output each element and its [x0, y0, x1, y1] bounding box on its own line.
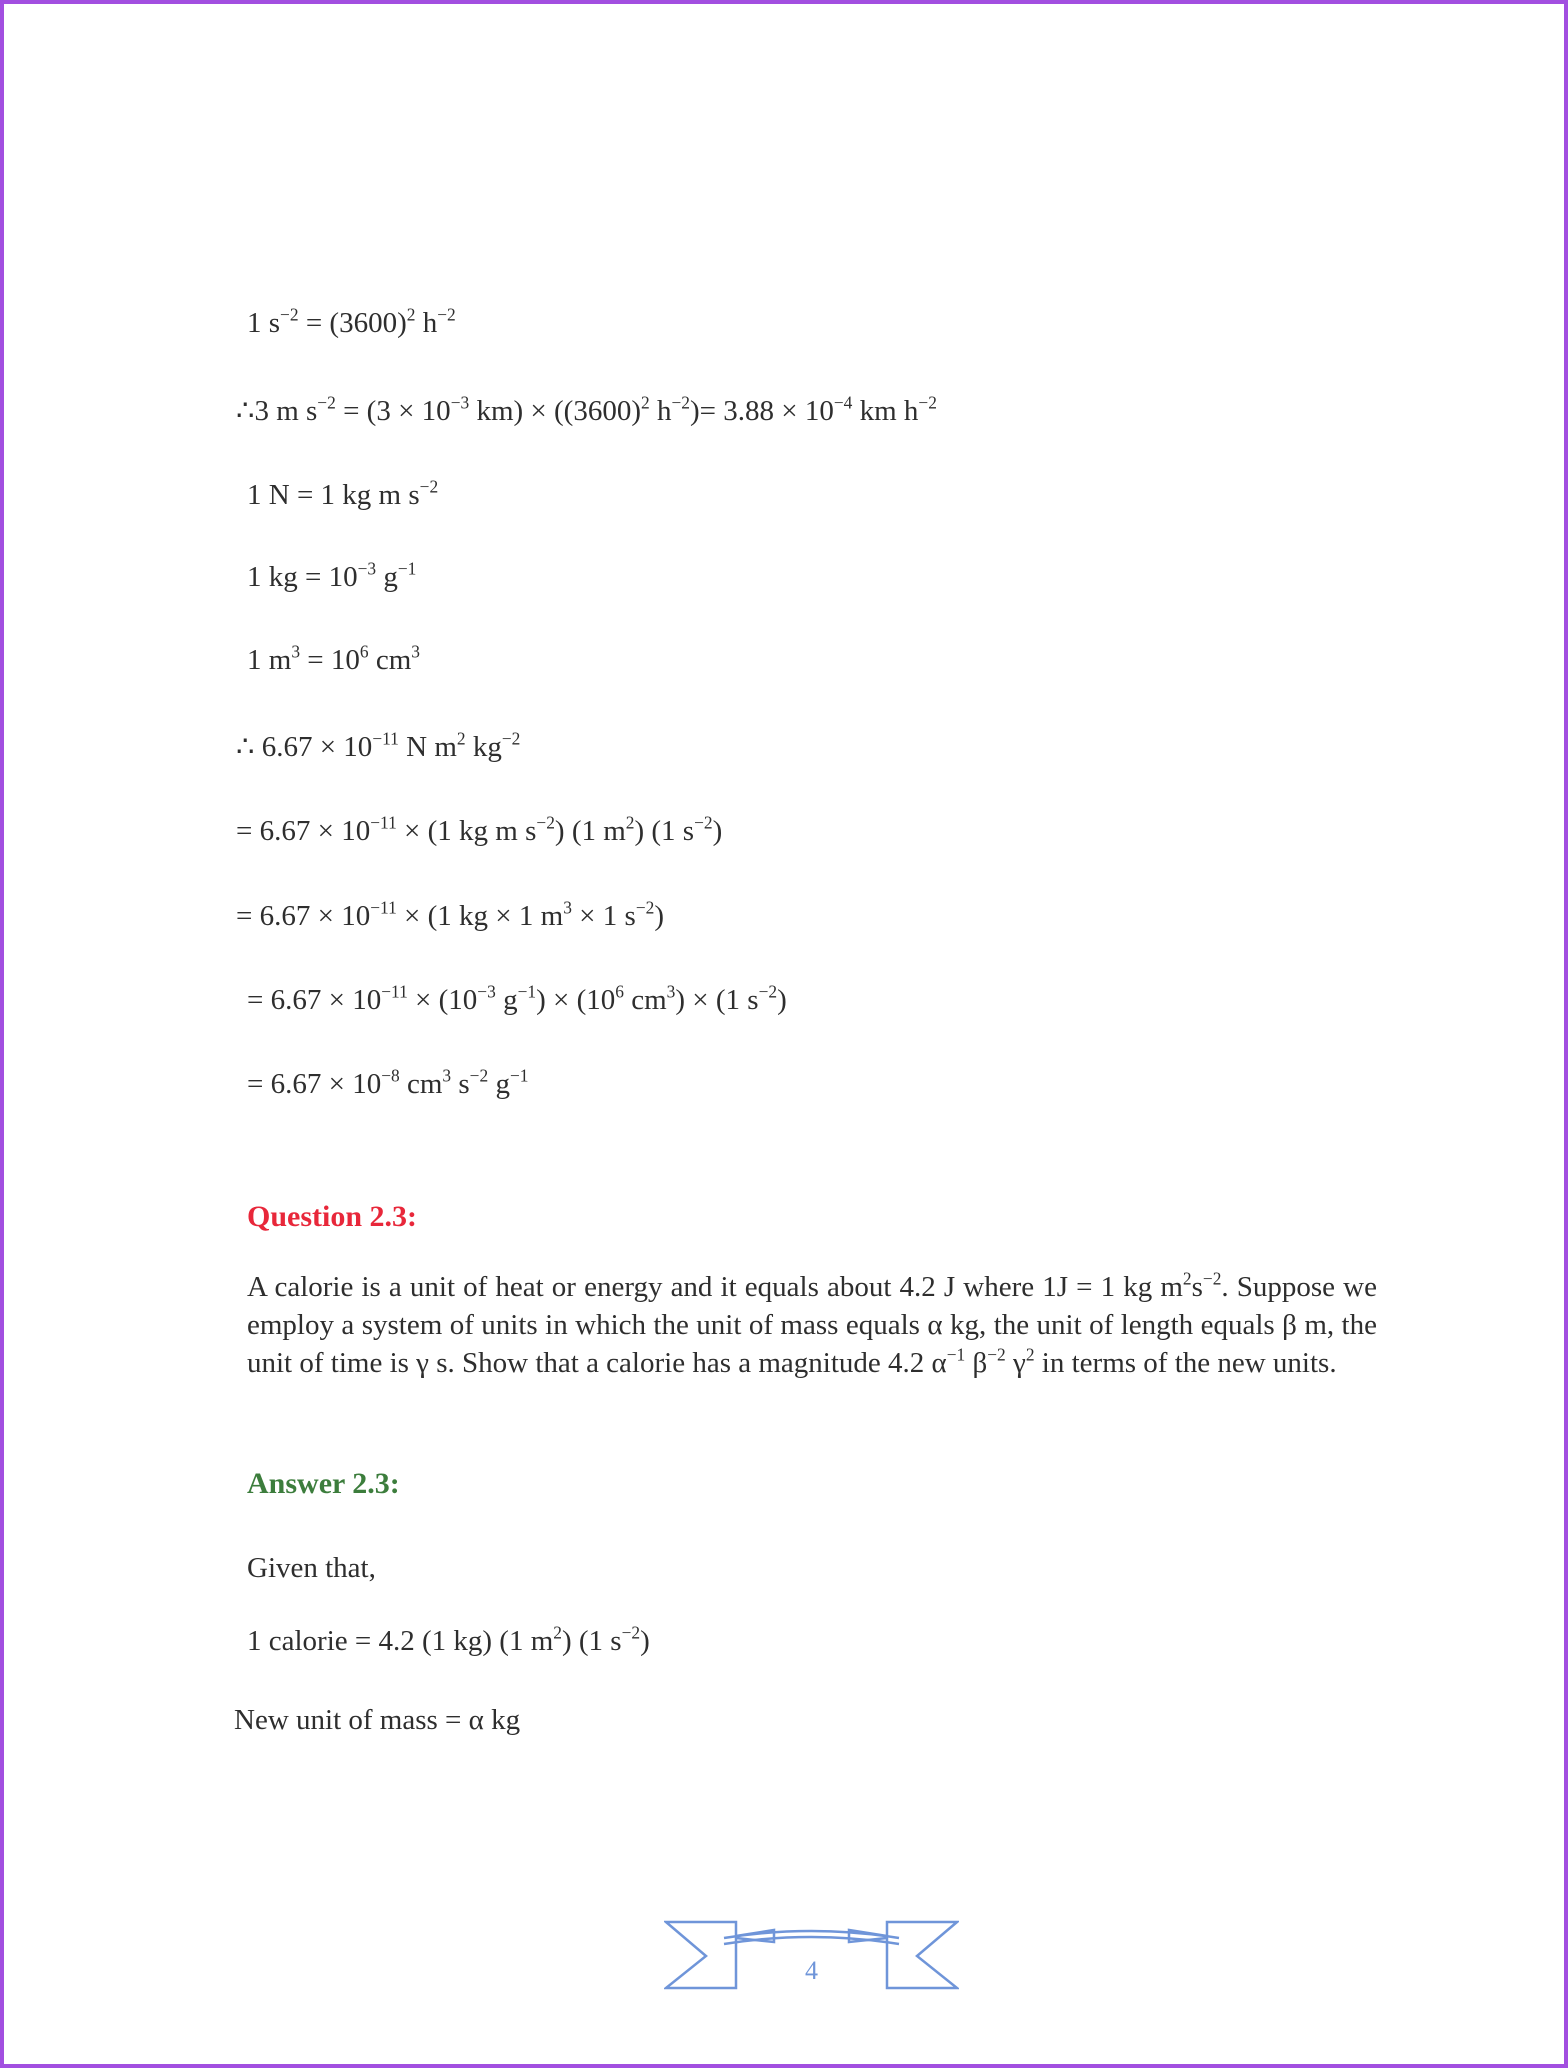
equation-line: 1 $m^3 = 10^6$ $cm^3$	[247, 641, 420, 676]
equation-line: = $6.67 \times 10^{-11} \times (10^{-3}$ $g^{-1}) \times (10^6$ $cm^3) \times (1$ $s^{-2}$)	[247, 981, 787, 1016]
question-heading: Question 2.3:	[247, 1200, 418, 1233]
answer-mass: New unit of mass = α kg	[234, 1704, 521, 1736]
equation-line: 1 kg = $10^{-3}$ $g^{-1}$	[247, 558, 417, 593]
equation-line: 1 N = 1 kg m $s^{-2}$	[247, 476, 439, 511]
equation-line: = $6.67 \times 10^{-8}$ $cm^3$ $s^{-2}$ $g^{-1}$	[247, 1065, 529, 1100]
question-text: A calorie is a unit of heat or energy and it equals about 4.2 J where 1J = 1 kg $m^2s^{-2}$. Suppose we employ a system of units in which the unit of mass equals α kg, the unit of length equals β m, the unit of time is γ s. Show that a calorie has a magnitude 4.2 $\alpha^{-1}$ $\beta^{-2}$ $\gamma^2$ in terms of the new units.	[247, 1268, 1377, 1379]
answer-given: Given that,	[247, 1552, 376, 1584]
answer-heading: Answer 2.3:	[247, 1467, 400, 1500]
equation-line: = $6.67 \times 10^{-11} \times (1$ kg m $s^{-2}$) (1 $m^2$) (1 $s^{-2}$)	[236, 812, 723, 847]
equation-line: = $6.67 \times 10^{-11} \times (1$ kg × 1 $m^3 \times 1$ $s^{-2}$)	[236, 897, 664, 932]
page-number: 4	[805, 1956, 818, 1985]
equation-line: ∴ $6.67 \times 10^{-11}$ N $m^2$ $kg^{-2}$	[236, 728, 521, 763]
equation-line: ∴3 m $s^{-2} = (3 \times 10^{-3}$ $km) \times ((3600)^2$ $h^{-2})= 3.88 \times 10^{-4}$ km $h^{-2}$	[236, 392, 937, 427]
equation-line: 1 $s^{-2} = (3600)^2$ $h^{-2}$	[247, 304, 456, 339]
answer-calorie: 1 calorie = 4.2 (1 kg) (1 $m^2$) (1 $s^{-2}$)	[247, 1622, 650, 1657]
